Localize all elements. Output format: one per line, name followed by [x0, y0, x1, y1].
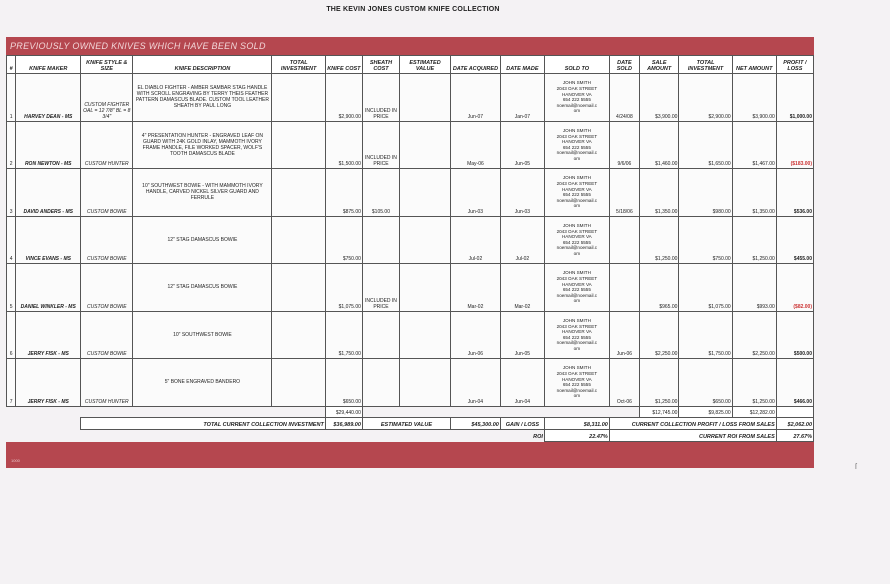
date-sold: 5/18/06 — [609, 169, 639, 217]
gain-loss-label: GAIN / LOSS — [500, 417, 544, 429]
table-row — [7, 216, 814, 264]
sale-amount: $1,250.00 — [639, 216, 678, 264]
column-header: SALE AMOUNT — [639, 56, 678, 74]
column-header: SOLD TO — [544, 56, 609, 74]
knife-maker: DAVID ANDERS - MS — [16, 169, 81, 217]
document-title: THE KEVIN JONES CUSTOM KNIFE COLLECTION — [326, 6, 500, 13]
date-made: Jun-05 — [500, 311, 544, 359]
table-row — [7, 121, 814, 169]
roi-sales-value: 27.67% — [776, 429, 813, 441]
row-total-investment: $750.00 — [679, 216, 732, 264]
knife-style: CUSTOM BOWIE — [81, 216, 133, 264]
sales-profit-label: CURRENT COLLECTION PROFIT / LOSS FROM SALES — [609, 417, 776, 429]
row-number: 2 — [7, 121, 16, 169]
column-header: TOTAL INVESTMENT — [272, 56, 325, 74]
column-header: DATE SOLD — [609, 56, 639, 74]
knife-style: CUSTOM FIGHTER OAL = 12 7/8" BL = 8 3/4" — [81, 74, 133, 122]
sold-to: JOHN SMITH 2043 OAK STREET HANOVER VA 654 222 5555 noemail@noemail.c om — [544, 74, 609, 122]
net-amount: $1,250.00 — [732, 359, 776, 407]
date-acquired: Jun-04 — [451, 359, 501, 407]
column-header: PROFIT / LOSS — [776, 56, 813, 74]
investment-label: TOTAL CURRENT COLLECTION INVESTMENT — [81, 417, 326, 429]
table-row — [7, 264, 814, 312]
estimated-value — [400, 169, 451, 217]
date-acquired: Jun-06 — [451, 311, 501, 359]
date-sold: 9/6/06 — [609, 121, 639, 169]
date-acquired: Jun-03 — [451, 169, 501, 217]
roi-value: 22.47% — [544, 429, 609, 441]
knife-description: 4" PRESENTATION HUNTER - ENGRAVED LEAF ON GUARD WITH 24K GOLD INLAY, MAMMOTH IVORY FRAME HANDLE, FILE WORKED SPACER, WOLF'S TOOTH DAMASCUS BLADE — [133, 121, 272, 169]
table-row — [7, 74, 814, 122]
sheath-cost — [362, 311, 399, 359]
column-header: KNIFE COST — [325, 56, 362, 74]
row-number: 5 — [7, 264, 16, 312]
column-header: DATE ACQUIRED — [451, 56, 501, 74]
knife-cost: $1,750.00 — [325, 311, 362, 359]
date-sold — [609, 216, 639, 264]
net-amount: $1,350.00 — [732, 169, 776, 217]
knife-maker: JERRY FISK - MS — [16, 359, 81, 407]
row-number: 6 — [7, 311, 16, 359]
knife-cost: $750.00 — [325, 216, 362, 264]
knife-style: CUSTOM BOWIE — [81, 264, 133, 312]
total-investment — [272, 311, 325, 359]
date-made: Jun-03 — [500, 169, 544, 217]
profit-loss: ($82.00) — [776, 264, 813, 312]
date-acquired: Jun-07 — [451, 74, 501, 122]
sheath-cost: $105.00 — [362, 169, 399, 217]
estimated-value-label: ESTIMATED VALUE — [362, 417, 450, 429]
roi-row — [7, 429, 814, 441]
total-investment — [272, 359, 325, 407]
knife-style: CUSTOM HUNTER — [81, 359, 133, 407]
net-amount: $3,900.00 — [732, 74, 776, 122]
row-total-investment: $2,900.00 — [679, 74, 732, 122]
footer-band — [6, 442, 814, 468]
row-total-investment: $1,650.00 — [679, 121, 732, 169]
date-sold: 4/24/08 — [609, 74, 639, 122]
knife-maker: DANIEL WINKLER - MS — [16, 264, 81, 312]
net-amount: $1,250.00 — [732, 216, 776, 264]
date-made: Jun-04 — [500, 359, 544, 407]
estimated-value — [400, 311, 451, 359]
row-number: 1 — [7, 74, 16, 122]
date-acquired: Jul-02 — [451, 216, 501, 264]
knife-maker: VINCE EVANS - MS — [16, 216, 81, 264]
sheath-cost — [362, 216, 399, 264]
sheath-cost: INCLUDED IN PRICE — [362, 121, 399, 169]
row-total-investment: $650.00 — [679, 359, 732, 407]
column-header: KNIFE DESCRIPTION — [133, 56, 272, 74]
sale-amount: $1,250.00 — [639, 359, 678, 407]
sold-to: JOHN SMITH 2043 OAK STREET HANOVER VA 654 222 5555 noemail@noemail.c om — [544, 121, 609, 169]
summary-row — [7, 417, 814, 429]
column-header: KNIFE STYLE & SIZE — [81, 56, 133, 74]
sold-to: JOHN SMITH 2043 OAK STREET HANOVER VA 654 222 5555 noemail@noemail.c om — [544, 264, 609, 312]
total-investment-total: $9,825.00 — [679, 406, 732, 417]
column-header: ESTIMATED VALUE — [400, 56, 451, 74]
sold-to: JOHN SMITH 2043 OAK STREET HANOVER VA 654 222 5555 noemail@noemail.c om — [544, 216, 609, 264]
column-header: DATE MADE — [500, 56, 544, 74]
table-row — [7, 359, 814, 407]
profit-loss: $455.00 — [776, 216, 813, 264]
knife-description: 5" BONE ENGRAVED BANDERO — [133, 359, 272, 407]
row-number: 3 — [7, 169, 16, 217]
row-number: 7 — [7, 359, 16, 407]
sheath-cost — [362, 359, 399, 407]
date-sold — [609, 264, 639, 312]
estimated-value — [400, 74, 451, 122]
knife-description: EL DIABLO FIGHTER - AMBER SAMBAR STAG HANDLE WITH SCROLL ENGRAVING BY TERRY THEIS FEATHER PATTERN DAMASCUS BLADE. CUSTOM TOOL LEATHER SHEATH BY PAUL LONG — [133, 74, 272, 122]
column-header: SHEATH COST — [362, 56, 399, 74]
sale-amount: $1,460.00 — [639, 121, 678, 169]
roi-label: ROI — [533, 434, 543, 440]
knife-description: 10" SOUTHWEST BOWIE — [133, 311, 272, 359]
total-investment — [272, 121, 325, 169]
sheath-cost: INCLUDED IN PRICE — [362, 74, 399, 122]
knife-cost: $875.00 — [325, 169, 362, 217]
sold-to: JOHN SMITH 2043 OAK STREET HANOVER VA 654 222 5555 noemail@noemail.c om — [544, 169, 609, 217]
row-number: 4 — [7, 216, 16, 264]
sales-profit-value: $2,062.00 — [776, 417, 813, 429]
date-acquired: May-06 — [451, 121, 501, 169]
sale-amount-total: $12,745.00 — [639, 406, 678, 417]
estimated-value: $45,300.00 — [451, 417, 501, 429]
net-amount: $993.00 — [732, 264, 776, 312]
knife-cost: $1,500.00 — [325, 121, 362, 169]
total-investment — [272, 169, 325, 217]
estimated-value — [400, 264, 451, 312]
knife-cost: $2,900.00 — [325, 74, 362, 122]
profit-loss: $1,000.00 — [776, 74, 813, 122]
collection-sheet — [6, 37, 814, 468]
sold-knives-table — [6, 55, 814, 442]
totals-row — [7, 406, 814, 417]
margin-mark: ſ — [855, 462, 857, 471]
row-total-investment: $980.00 — [679, 169, 732, 217]
sale-amount: $2,250.00 — [639, 311, 678, 359]
knife-cost: $1,075.00 — [325, 264, 362, 312]
total-investment — [272, 264, 325, 312]
section-banner: PREVIOUSLY OWNED KNIVES WHICH HAVE BEEN SOLD — [6, 37, 814, 55]
date-made: Jun-05 — [500, 121, 544, 169]
knife-maker: HARVEY DEAN - MS — [16, 74, 81, 122]
estimated-value — [400, 216, 451, 264]
profit-loss: ($183.00) — [776, 121, 813, 169]
date-sold: Oct-06 — [609, 359, 639, 407]
sale-amount: $3,900.00 — [639, 74, 678, 122]
table-row — [7, 169, 814, 217]
sale-amount: $1,350.00 — [639, 169, 678, 217]
knife-description: 12" STAG DAMASCUS BOWIE — [133, 216, 272, 264]
knife-style: CUSTOM HUNTER — [81, 121, 133, 169]
column-header: TOTAL INVESTMENT — [679, 56, 732, 74]
knife-style: CUSTOM BOWIE — [81, 311, 133, 359]
sheath-cost: INCLUDED IN PRICE — [362, 264, 399, 312]
row-total-investment: $1,075.00 — [679, 264, 732, 312]
knife-maker: RON NEWTON - MS — [16, 121, 81, 169]
sold-to: JOHN SMITH 2043 OAK STREET HANOVER VA 654 222 5555 noemail@noemail.c om — [544, 359, 609, 407]
date-made: Jan-07 — [500, 74, 544, 122]
date-made: Mar-02 — [500, 264, 544, 312]
estimated-value — [400, 121, 451, 169]
knife-description: 10" SOUTHWEST BOWIE - WITH MAMMOTH IVORY HANDLE, CARVED NICKEL SILVER GUARD AND FERRULE — [133, 169, 272, 217]
sold-to: JOHN SMITH 2043 OAK STREET HANOVER VA 654 222 5555 noemail@noemail.c om — [544, 311, 609, 359]
total-investment — [272, 74, 325, 122]
roi-sales-label: CURRENT ROI FROM SALES — [609, 429, 776, 441]
profit-loss: $466.00 — [776, 359, 813, 407]
footer-note: 1000 — [11, 457, 20, 463]
profit-loss: $536.00 — [776, 169, 813, 217]
date-made: Jul-02 — [500, 216, 544, 264]
column-header: # — [7, 56, 16, 74]
table-header-row — [7, 56, 814, 74]
column-header: KNIFE MAKER — [16, 56, 81, 74]
knife-description: 12" STAG DAMASCUS BOWIE — [133, 264, 272, 312]
net-amount-total: $12,282.00 — [732, 406, 776, 417]
knife-cost: $650.00 — [325, 359, 362, 407]
net-amount: $1,467.00 — [732, 121, 776, 169]
date-acquired: Mar-02 — [451, 264, 501, 312]
row-total-investment: $1,750.00 — [679, 311, 732, 359]
investment-value: $36,989.00 — [325, 417, 362, 429]
knife-cost-total: $29,440.00 — [325, 406, 362, 417]
net-amount: $2,250.00 — [732, 311, 776, 359]
date-sold: Jun-06 — [609, 311, 639, 359]
sale-amount: $965.00 — [639, 264, 678, 312]
table-row — [7, 311, 814, 359]
profit-loss: $500.00 — [776, 311, 813, 359]
knife-maker: JERRY FISK - MS — [16, 311, 81, 359]
total-investment — [272, 216, 325, 264]
knife-style: CUSTOM BOWIE — [81, 169, 133, 217]
estimated-value — [400, 359, 451, 407]
column-header: NET AMOUNT — [732, 56, 776, 74]
gain-loss-value: $8,311.00 — [544, 417, 609, 429]
